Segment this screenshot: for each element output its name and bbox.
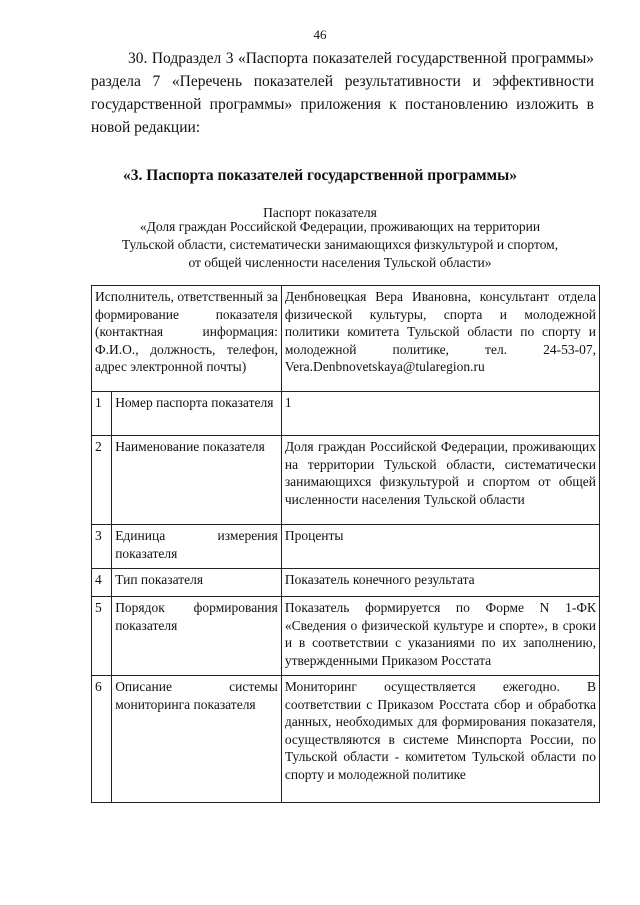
row-number: 4 xyxy=(92,569,112,597)
row-number: 1 xyxy=(92,392,112,436)
table-row xyxy=(92,525,600,569)
row-value: Доля граждан Российской Федерации, проживающих на территории Тульской области, систематически занимающихся физкультурой и спортом от общей численности населения Тульской области xyxy=(281,436,599,525)
section-title: «3. Паспорта показателей государственной программы» xyxy=(123,167,517,184)
executor-label: Исполнитель, ответственный за формирование показателя (контактная информация: Ф.И.О., должность, телефон, адрес электронной почты) xyxy=(92,286,282,392)
row-label: Порядок формирования показателя xyxy=(112,597,282,676)
table-row xyxy=(92,392,600,436)
row-number: 6 xyxy=(92,676,112,803)
row-value: Показатель формируется по Форме N 1-ФК «Сведения о физической культуре и спорте», в сроки и в соответствии с указаниями по их заполнению, утвержденными Приказом Росстата xyxy=(281,597,599,676)
table-row xyxy=(92,436,600,525)
row-number: 2 xyxy=(92,436,112,525)
table-row xyxy=(92,569,600,597)
executor-value: Денбновецкая Вера Ивановна, консультант отдела физической культуры, спорта и молодежной политики комитета Тульской области по спорту и молодежной политике, тел. 24-53-07, Vera.Denbnovetskaya@tularegion.ru xyxy=(281,286,599,392)
row-value: Мониторинг осуществляется ежегодно. В соответствии с Приказом Росстата сбор и обработка данных, необходимых для формирования показателя, осуществляются в системе Минспорта России, по Тульской области - комитетом Тульской области по спорту и молодежной политике xyxy=(281,676,599,803)
row-label: Описание системы мониторинга показателя xyxy=(112,676,282,803)
table-row-executor xyxy=(92,286,600,392)
table-row xyxy=(92,676,600,803)
page-number: 46 xyxy=(313,27,327,42)
passport-title: Паспорт показателя xyxy=(263,205,377,220)
row-value: Показатель конечного результата xyxy=(281,569,599,597)
row-label: Тип показателя xyxy=(112,569,282,597)
row-label: Номер паспорта показателя xyxy=(112,392,282,436)
passport-subtitle: «Доля граждан Российской Федерации, проживающих на территории Тульской области, систематически занимающихся физкультурой и спортом, от общей численности населения Тульской области» xyxy=(121,219,559,270)
table-row xyxy=(92,597,600,676)
intro-paragraph: 30. Подраздел 3 «Паспорта показателей государственной программы» раздела 7 «Перечень показателей результативности и эффективности государственной программы» приложения к постановлению изложить в новой редакции: xyxy=(91,50,594,136)
row-label: Наименование показателя xyxy=(112,436,282,525)
row-value: 1 xyxy=(281,392,599,436)
row-value: Проценты xyxy=(281,525,599,569)
row-number: 5 xyxy=(92,597,112,676)
row-label: Единица измерения показателя xyxy=(112,525,282,569)
passport-table xyxy=(91,285,600,803)
row-number: 3 xyxy=(92,525,112,569)
